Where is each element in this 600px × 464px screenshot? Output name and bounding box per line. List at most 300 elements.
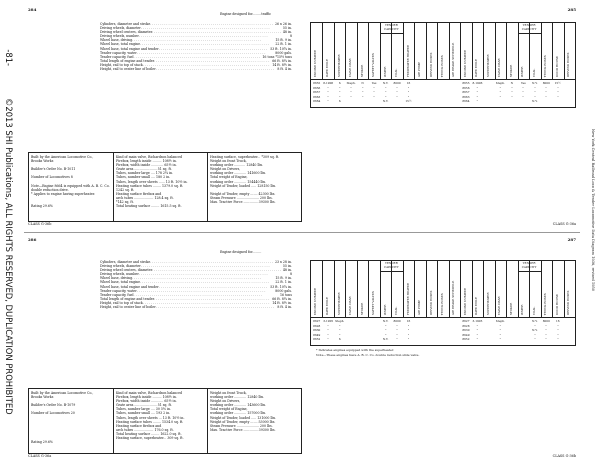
- table-cell: [414, 333, 425, 337]
- table-cell: '': [361, 94, 364, 99]
- class-label: CLASS G-36b: [28, 222, 52, 226]
- table-cell: '': [476, 94, 479, 99]
- weights-line: Total weight of Engine,: [210, 175, 248, 180]
- left-margin: [2, 0, 16, 464]
- built-line: Number of Locomotives 8: [31, 175, 73, 180]
- info-box: [28, 152, 302, 222]
- table-cell: '': [499, 94, 502, 99]
- table-cell: '': [545, 85, 548, 90]
- table-cell: [437, 81, 448, 85]
- table-cell: N: [361, 81, 364, 85]
- weights-line: working order ............ 154440 lbs.: [210, 179, 267, 184]
- column-header-label: AIR PUMP: [416, 299, 421, 315]
- weights-line: Weight of Tender, empty ....... 53000 lbs.: [210, 419, 276, 424]
- table-cell: [426, 99, 437, 103]
- spec-label: Wheel base, total engine: [100, 280, 140, 285]
- spec-label: Height, rail to top of stack: [100, 300, 143, 305]
- column-header-label: TRUCK BOXES: [543, 293, 548, 315]
- built-line: * Applies to engine having superheater.: [31, 191, 95, 196]
- weights-line: Weight of Tender, loaded ..... 128150 lbs.: [210, 183, 277, 188]
- table-cell: '': [534, 332, 536, 337]
- table-cell: [357, 328, 368, 332]
- table-cell: [518, 333, 529, 337]
- table-cell: [483, 86, 494, 90]
- table-cell: [368, 333, 379, 337]
- table-cell: 8652: [462, 337, 470, 342]
- weights-line: Max. Tractive Force .............. 39300 lbs.: [210, 200, 276, 205]
- boiler-line: Tubes, number large .... 178 2¼ in.: [116, 171, 174, 176]
- engine-designed-for: Engine designed for.........: [220, 250, 262, 254]
- spec-row: [100, 305, 292, 309]
- spec-label: Tender capacity, water: [100, 288, 137, 293]
- column-header-label: GOOD HOUSE: [554, 56, 559, 77]
- table-cell: '': [534, 85, 536, 90]
- spec-label: Height, rail to center line of boiler: [100, 305, 156, 310]
- table-cell: [437, 90, 448, 94]
- right-caption: New York Central Railroad Loco & Tender Locomotive Data Diagram 1936, revised 1950: [591, 128, 595, 292]
- spec-label: Tender capacity, fuel: [100, 54, 134, 59]
- table-cell: [414, 99, 425, 103]
- table-cell: [564, 81, 575, 85]
- spec-label: Cylinders, diameter and stroke: [100, 22, 151, 26]
- table-header: [311, 23, 575, 80]
- column-header-label: COAL: [393, 306, 398, 315]
- column-header-label: DATE BUILT: [325, 297, 330, 315]
- table-cell: [518, 319, 529, 323]
- table-row: [311, 90, 575, 94]
- built-line: Built by the American Locomotive Co.,: [31, 391, 94, 395]
- table-cell: [483, 81, 494, 85]
- spec-label: Wheel base, driving: [100, 276, 133, 281]
- spec-value: 8000 gals.: [275, 50, 292, 55]
- table-cell: '': [534, 90, 536, 95]
- boiler-line: Grate area ...................... 51 sq. ft.: [116, 403, 172, 408]
- class-label: CLASS G-36a: [28, 454, 52, 458]
- table-cell: [345, 333, 356, 337]
- column-header-label: WATER: [382, 66, 387, 77]
- column-header: [311, 23, 322, 79]
- table-cell: '': [350, 94, 352, 99]
- table-cell: '': [338, 85, 341, 90]
- table-cell: [414, 81, 425, 85]
- spec-label: Driving wheels, number: [100, 34, 139, 39]
- table-cell: N.Y.: [382, 337, 389, 342]
- boiler-line: Tubes, number large .... 30 5⅜ in.: [116, 407, 172, 412]
- spec-row: [100, 67, 292, 71]
- table-cell: '': [384, 332, 387, 337]
- table-cell: [483, 90, 494, 94]
- weights-column: [207, 389, 301, 453]
- spec-label: Total length of engine and tender: [100, 58, 155, 63]
- table-cell: 8655: [313, 81, 321, 85]
- table-cell: '': [327, 99, 329, 104]
- table-cell: '': [373, 90, 375, 95]
- table-cell: '': [545, 332, 548, 337]
- copyright-notice: [4, 49, 14, 414]
- table-cell: '': [476, 337, 479, 342]
- weights-line: Weight on Drivers,: [210, 399, 241, 404]
- table-cell: [483, 95, 494, 99]
- spec-list: [100, 260, 292, 309]
- boiler-line: Tubes, number small .... 180 2 in.: [116, 175, 171, 180]
- column-header-label: AIR BRAKE SCHEDULE: [451, 42, 456, 77]
- column-header-label: VALVE GEAR: [348, 296, 353, 315]
- spec-value: 14 ft. 8½ in.: [272, 300, 292, 305]
- table-row: [311, 333, 575, 337]
- column-header-label: SAFETY VALVES: [371, 53, 376, 77]
- table-cell: [552, 99, 563, 103]
- table-cell: '': [511, 85, 513, 90]
- table-cell: [449, 90, 460, 94]
- class-label: CLASS G-36b: [552, 454, 576, 458]
- table-cell: [564, 319, 575, 323]
- table-cell: '': [522, 90, 525, 95]
- table-cell: [564, 90, 575, 94]
- table-cell: [564, 328, 575, 332]
- table-cell: '': [338, 332, 341, 337]
- table-cell: '': [545, 323, 548, 328]
- table-cell: S: [338, 337, 341, 342]
- column-header: [564, 261, 576, 317]
- boiler-line: Grate area ...................... 51 sq. ft.: [116, 167, 172, 172]
- table-cell: '': [476, 332, 479, 337]
- table-cell: 8000: [393, 319, 401, 323]
- column-header-label: COAL: [531, 68, 536, 77]
- spec-value: 22 ft. 1 in.: [275, 280, 292, 285]
- table-cell: '': [407, 94, 410, 99]
- table-cell: [518, 99, 529, 103]
- weights-line: Weight on front Truck,: [210, 391, 247, 395]
- table-cell: [345, 324, 356, 328]
- boiler-line: Firebox, length inside ......... 108½ in.: [116, 395, 177, 400]
- table-cell: [426, 328, 437, 332]
- table-cell: '': [361, 85, 364, 90]
- column-header-label: AIR PUMP: [416, 61, 421, 77]
- spec-value: 8 ft. 4 in.: [277, 67, 292, 72]
- table-cell: '': [545, 337, 548, 342]
- table-cell: [437, 333, 448, 337]
- page-284: [24, 6, 304, 226]
- table-cell: Steph.: [335, 319, 345, 323]
- table-cell: [414, 319, 425, 323]
- table-cell: S: [338, 99, 341, 104]
- spec-list: [100, 22, 292, 71]
- column-header-label: SUPERHEATER: [485, 54, 490, 77]
- table-cell: 3-1905: [323, 319, 334, 323]
- spec-value: 66 ft. 8¼ in.: [272, 296, 292, 301]
- table-cell: '': [476, 328, 479, 333]
- table-cell: '': [556, 90, 559, 95]
- column-header-label: FEEDWATER HEATER: [405, 44, 410, 77]
- right-margin: [588, 60, 598, 360]
- column-header-label: DRIVING BOXES: [428, 290, 433, 315]
- table-cell: '': [396, 323, 398, 328]
- table-row: [311, 319, 575, 323]
- table-cell: [506, 328, 517, 332]
- table-cell: '': [499, 85, 502, 90]
- table-row: [311, 337, 575, 341]
- column-header-label: STOKER: [359, 302, 364, 315]
- boiler-line: Tubes, length over sheets ...... 13 ft. 10½ in.: [116, 179, 188, 184]
- weights-line: Max. Tractive Force .............. 39300 lbs.: [210, 427, 276, 432]
- table-cell: '': [545, 94, 548, 99]
- spec-label: Cylinders, diameter and stroke: [100, 260, 151, 264]
- table-cell: [345, 99, 356, 103]
- table-cell: [541, 99, 552, 103]
- table-cell: [437, 95, 448, 99]
- column-header-label: SUPERHEATER: [336, 54, 341, 77]
- column-header-label: ENGINE NUMBER: [312, 287, 317, 315]
- table-cell: '': [396, 337, 398, 342]
- built-line: Builder's Order No. B-1079: [31, 403, 76, 408]
- table-cell: 8649: [313, 332, 321, 337]
- table-cell: '': [327, 328, 329, 333]
- table-cell: 8628: [313, 323, 321, 328]
- table-cell: [506, 324, 517, 328]
- table-cell: '': [407, 337, 410, 342]
- leader-dots: [156, 67, 276, 71]
- engine-designed-for: Engine designed for.........traffic: [220, 12, 272, 16]
- table-row: [311, 328, 575, 332]
- column-header-label: TRUCK BOXES: [439, 293, 444, 315]
- table-cell: '': [499, 323, 502, 328]
- table-cell: [564, 95, 575, 99]
- table-cell: Steph.: [346, 81, 356, 85]
- table-cell: '': [350, 90, 352, 95]
- table-cell: 16: [406, 81, 411, 85]
- table-cell: [564, 324, 575, 328]
- built-line: Brooks Works: [31, 159, 54, 164]
- column-header-label: AIR BRAKE SCHEDULE: [451, 280, 456, 315]
- table-cell: '': [327, 94, 329, 99]
- boiler-line: Firebox, width inside ............ 65½ in.: [116, 399, 177, 404]
- spec-value: 53 ft. 10¾ in.: [270, 284, 292, 289]
- spec-label: Wheel base, driving: [100, 38, 133, 43]
- table-cell: '': [534, 94, 536, 99]
- page-number: 287: [567, 237, 576, 242]
- table-cell: '': [373, 85, 375, 90]
- boiler-line: 1242 sq. ft.: [116, 187, 135, 192]
- table-cell: [357, 319, 368, 323]
- table-cell: '': [338, 328, 341, 333]
- copyright-text: ©2013 SHI Publications, ALL RIGHTS RESERVED, DUPLICATION PROHIBITED: [4, 98, 14, 415]
- table-row: [311, 95, 575, 99]
- column-header-label: ENGINE NUMBER: [462, 49, 467, 77]
- table-cell: 8664: [313, 99, 321, 104]
- table-cell: N.Y.: [532, 99, 538, 104]
- table-cell: '': [384, 328, 387, 333]
- table-cell: '': [396, 85, 398, 90]
- builder-column: [29, 389, 113, 453]
- table-cell: [357, 99, 368, 103]
- table-cell: '': [499, 332, 502, 337]
- table-cell: S: [338, 81, 341, 85]
- table-cell: '': [522, 85, 525, 90]
- column-header-label: DRIVING BOXES: [428, 52, 433, 77]
- table-cell: [426, 90, 437, 94]
- table-cell: [414, 86, 425, 90]
- column-header-label: DATE BUILT: [474, 59, 479, 77]
- table-cell: [426, 86, 437, 90]
- table-cell: '': [511, 90, 513, 95]
- built-line: Built by the American Locomotive Co.,: [31, 155, 94, 159]
- column-header-label: STOKER: [359, 64, 364, 77]
- table-cell: [564, 337, 575, 341]
- table-cell: '': [396, 90, 398, 95]
- table-cell: Steph.: [495, 319, 505, 323]
- boiler-line: Kind of main valve, Richardson balanced: [116, 155, 183, 159]
- table-row: [311, 86, 575, 90]
- table-cell: 16: [406, 319, 411, 323]
- column-header-label: ENGINE NUMBER: [312, 49, 317, 77]
- table-cell: [518, 324, 529, 328]
- column-header-label: DATE BUILT: [325, 59, 330, 77]
- boiler-line: Tubes, length over sheets ... 13 ft. 10½ in.: [116, 415, 185, 420]
- table-cell: [437, 337, 448, 341]
- table-cell: [426, 319, 437, 323]
- spec-label: Tender capacity, fuel: [100, 292, 134, 297]
- table-cell: [518, 337, 529, 341]
- spec-label: Driving wheel centers, diameter: [100, 30, 153, 35]
- table-body: [311, 79, 575, 107]
- table-cell: [564, 333, 575, 337]
- table-cell: [449, 333, 460, 337]
- table-cell: 8000: [393, 81, 401, 85]
- table-cell: [449, 86, 460, 90]
- weights-line: Steam Pressure ...................... 200 lbs.: [210, 423, 273, 428]
- table-cell: '': [361, 90, 364, 95]
- table-cell: [449, 319, 460, 323]
- column-header-label: STOKER: [508, 64, 513, 77]
- column-header-label: DRIVING BOXES: [566, 290, 571, 315]
- table-cell: '': [511, 94, 513, 99]
- table-cell: [414, 324, 425, 328]
- table-cell: N.Y.: [382, 99, 389, 104]
- spec-label: Driving wheels, number: [100, 272, 139, 277]
- table-cell: [483, 324, 494, 328]
- group-header: TENDER CAPACITY: [518, 23, 541, 34]
- built-line: Builder's Order No. B-1011: [31, 167, 76, 172]
- weights-line: working order ............ 12840 lbs.: [210, 395, 265, 400]
- column-header-label: DATE BUILT: [474, 297, 479, 315]
- table-cell: '': [327, 332, 329, 337]
- table-cell: [357, 324, 368, 328]
- table-note: Note—These engines have A. B. C. Co. double reduction slide valve.: [316, 353, 420, 357]
- spec-value: 48 in.: [282, 30, 292, 35]
- table-cell: [345, 319, 356, 323]
- column-header-label: COAL: [531, 306, 536, 315]
- table-cell: '': [556, 328, 559, 333]
- column-header-label: SUPERHEATER: [336, 292, 341, 315]
- table-cell: [345, 328, 356, 332]
- spec-label: Height, rail to center line of boiler: [100, 67, 156, 72]
- column-header-label: SAFETY VALVES: [371, 291, 376, 315]
- section-divider: [24, 232, 580, 233]
- weights-line: Weight on Drivers,: [210, 167, 241, 172]
- table-cell: '': [522, 94, 525, 99]
- table-cell: '': [499, 328, 502, 333]
- spec-value: 15 ft. 9 in.: [275, 38, 292, 43]
- built-line: Brooks Works: [31, 395, 54, 400]
- table-cell: 8649: [462, 332, 470, 337]
- table-cell: [449, 95, 460, 99]
- table-cell: [449, 324, 460, 328]
- table-cell: '': [384, 90, 387, 95]
- table-cell: [426, 333, 437, 337]
- table-cell: [437, 99, 448, 103]
- table-cell: 8656: [462, 85, 470, 90]
- column-header-label: COAL: [393, 68, 398, 77]
- weights-line: working order ............ 143600 lbs.: [210, 403, 267, 408]
- table-cell: '': [407, 90, 410, 95]
- table-cell: '': [534, 337, 536, 342]
- table-cell: [437, 324, 448, 328]
- weights-line: working order ............ 141600 lbs.: [210, 171, 267, 176]
- table-header: [311, 261, 575, 318]
- table-cell: [483, 333, 494, 337]
- column-header-label: VALVE GEAR: [497, 58, 502, 77]
- table-cell: [495, 99, 506, 103]
- table-cell: '': [396, 328, 398, 333]
- boiler-line: Heating surface firebox and: [116, 191, 162, 196]
- spec-label: Driving wheels, diameter: [100, 264, 141, 269]
- table-cell: [564, 99, 575, 103]
- table-cell: '': [327, 85, 329, 90]
- column-header-label: TRUCK BOXES: [543, 55, 548, 77]
- table-cell: [368, 99, 379, 103]
- table-cell: '': [338, 323, 341, 328]
- spec-value: 8: [289, 34, 292, 39]
- table-cell: '': [384, 323, 387, 328]
- spec-value: 8: [289, 272, 292, 277]
- weights-line: Weight of Tender, loaded ..... 131000 lbs.: [210, 415, 277, 420]
- boiler-line: Tubes, number small .... 193 2 in.: [116, 411, 171, 416]
- table-cell: 8652: [313, 337, 321, 342]
- table-cell: '': [350, 85, 352, 90]
- table-cell: N.Y.: [532, 81, 538, 85]
- weights-line: Weight of Tender, empty ....... 42300 lbs.: [210, 191, 276, 196]
- weights-line: Total weight of Engine,: [210, 407, 248, 412]
- table-cell: '': [407, 332, 410, 337]
- table-cell: '': [476, 323, 479, 328]
- group-header: TENDER CAPACITY: [518, 261, 541, 272]
- table-cell: 8-1906: [472, 81, 483, 85]
- column-header-label: GOOD HOUSE: [554, 294, 559, 315]
- column-header-label: WATER: [520, 66, 525, 77]
- table-cell: '': [499, 337, 502, 342]
- group-header: TENDER CAPACITY: [380, 261, 403, 272]
- table-cell: [414, 337, 425, 341]
- table-cell: 8657: [313, 90, 321, 95]
- table-cell: 8656: [313, 85, 321, 90]
- spec-value: 55 in.: [282, 264, 292, 269]
- page-number: 286: [28, 237, 37, 242]
- spec-value: 14 ft. 8½ in.: [272, 62, 292, 67]
- weights-line: Steam Pressure ...................... 200 lbs.: [210, 195, 273, 200]
- spec-label: Tender capacity, water: [100, 50, 137, 55]
- table-cell: [426, 81, 437, 85]
- table-cell: '': [556, 332, 559, 337]
- table-cell: 16: [555, 319, 560, 323]
- spec-label: Height, rail to top of stack: [100, 62, 143, 67]
- table-cell: [368, 328, 379, 332]
- table-cell: [391, 99, 402, 103]
- built-line: Rating 29.6%: [31, 440, 53, 445]
- column-header: [564, 23, 576, 79]
- column-header-label: WATER: [520, 304, 525, 315]
- table-cell: '': [556, 85, 559, 90]
- page-number: 285: [567, 7, 576, 12]
